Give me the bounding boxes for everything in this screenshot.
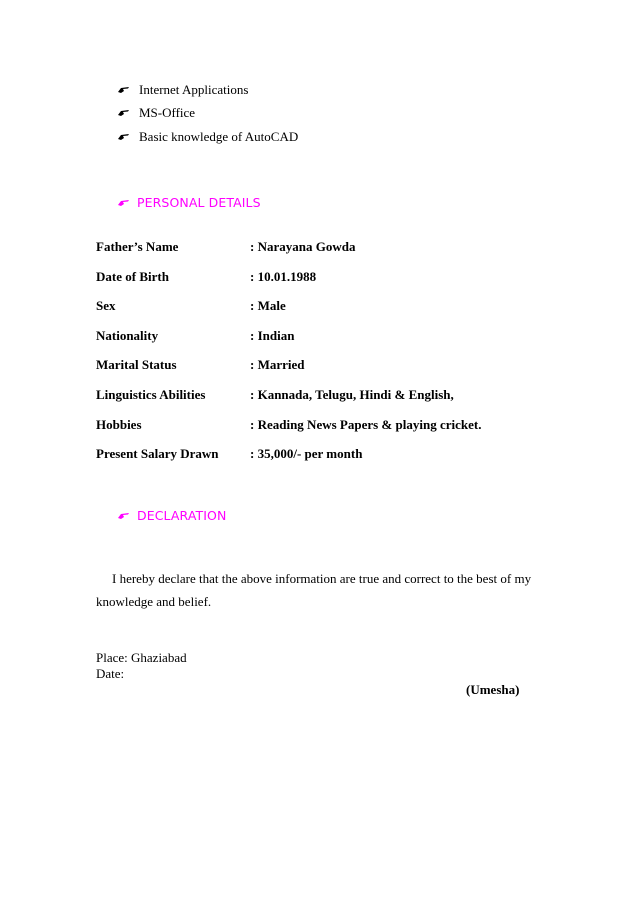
- list-item: [118, 125, 298, 149]
- date-line: Date:: [96, 666, 125, 681]
- detail-value: : 35,000/- per month: [250, 446, 363, 462]
- detail-label: Hobbies: [96, 416, 142, 432]
- signature-name: (Umesha): [466, 682, 520, 697]
- skill-text: Basic knowledge of AutoCAD: [139, 128, 299, 144]
- personal-details-heading: [118, 195, 261, 210]
- detail-row: [96, 387, 481, 417]
- detail-value: : Indian: [250, 327, 295, 343]
- detail-row: [96, 269, 481, 299]
- detail-label: Nationality: [96, 327, 159, 343]
- place-line: Place: Ghaziabad: [96, 650, 187, 665]
- skills-list: [118, 78, 298, 149]
- detail-label: Father’s Name: [96, 239, 179, 254]
- detail-value: : Kannada, Telugu, Hindi & English,: [250, 386, 454, 402]
- skill-text: MS-Office: [139, 105, 196, 121]
- heading-text: DECLARATION: [137, 508, 227, 523]
- declaration-heading: [118, 508, 226, 523]
- detail-row: [96, 357, 481, 387]
- list-item: [118, 78, 298, 102]
- detail-row: [96, 239, 481, 269]
- pointing-hand-icon: [118, 109, 129, 117]
- detail-value: : Married: [250, 357, 305, 373]
- detail-value: : Narayana Gowda: [250, 239, 356, 254]
- detail-label: Sex: [96, 298, 116, 314]
- detail-row: [96, 298, 481, 328]
- detail-value: : Male: [250, 298, 286, 314]
- pointing-hand-icon: [118, 199, 129, 207]
- detail-row: [96, 446, 481, 476]
- detail-label: Present Salary Drawn: [96, 446, 219, 462]
- pointing-hand-icon: [118, 86, 129, 94]
- personal-details-table: [96, 239, 481, 476]
- detail-row: [96, 417, 481, 447]
- detail-value: : 10.01.1988: [250, 268, 317, 284]
- skill-text: Internet Applications: [139, 81, 249, 97]
- detail-label: Marital Status: [96, 357, 177, 373]
- pointing-hand-icon: [118, 512, 129, 520]
- pointing-hand-icon: [118, 133, 129, 141]
- list-item: [118, 102, 298, 126]
- detail-row: [96, 328, 481, 358]
- detail-label: Date of Birth: [96, 268, 169, 284]
- declaration-paragraph: [96, 567, 546, 613]
- heading-text: PERSONAL DETAILS: [137, 195, 261, 210]
- detail-label: Linguistics Abilities: [96, 386, 206, 402]
- detail-value: : Reading News Papers & playing cricket.: [250, 416, 482, 432]
- declaration-text: I hereby declare that the above information are true and correct to the best of my knowledge and belief.: [96, 571, 532, 609]
